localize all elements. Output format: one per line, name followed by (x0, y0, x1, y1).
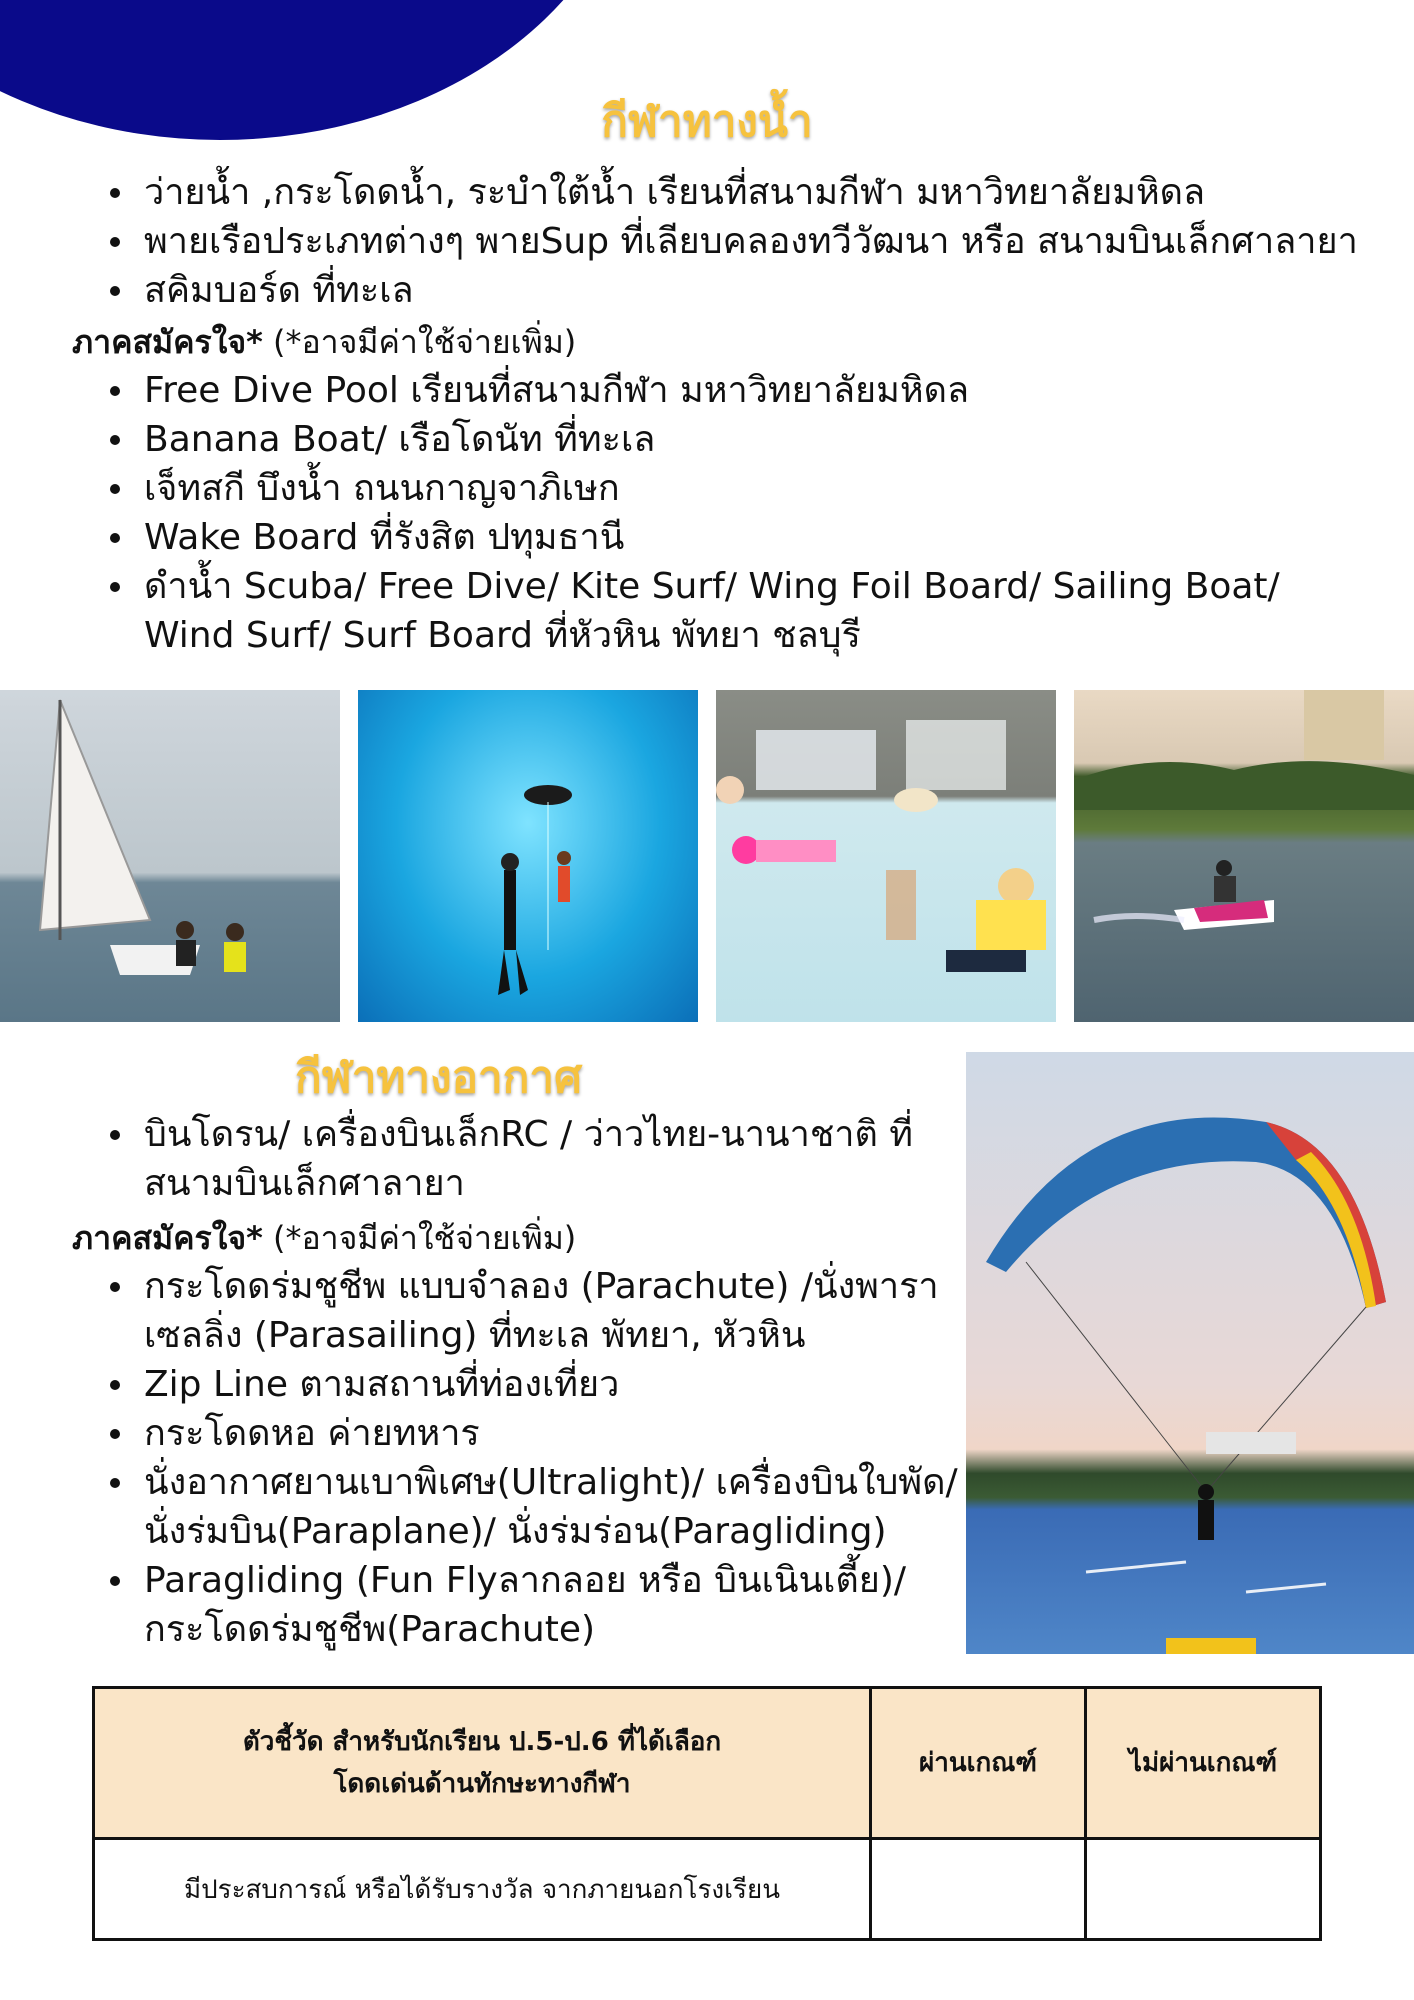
sailing-photo (0, 690, 340, 1022)
freedive-photo (358, 690, 698, 1022)
pass-header-cell: ผ่านเกณฑ์ (871, 1688, 1086, 1839)
air-sports-heading: กีฬาทางอากาศ (295, 1052, 583, 1103)
list-item: พายเรือประเภทต่างๆ พายSup ที่เลียบคลองทวีวัฒนา หรือ สนามบินเล็กศาลายา (72, 217, 1372, 266)
water-voluntary-list (72, 366, 1372, 660)
pass-checkbox-cell[interactable] (871, 1839, 1086, 1940)
list-item: ว่ายน้ำ ,กระโดดน้ำ, ระบำใต้น้ำ เรียนที่สนามกีฬา มหาวิทยาลัยมหิดล (72, 168, 1372, 217)
fail-header-cell: ไม่ผ่านเกณฑ์ (1086, 1688, 1321, 1839)
list-item: กระโดดร่มชูชีพ แบบจำลอง (Parachute) /นั่งพาราเซลลิ่ง (Parasailing) ที่ทะเล พัทยา, หัวหิน (72, 1262, 962, 1360)
list-item: Free Dive Pool เรียนที่สนามกีฬา มหาวิทยาลัยมหิดล (72, 366, 1372, 415)
paraglider-photo (966, 1052, 1414, 1654)
criteria-cell: มีประสบการณ์ หรือได้รับรางวัล จากภายนอกโรงเรียน (94, 1839, 871, 1940)
list-item: Banana Boat/ เรือโดนัท ที่ทะเล (72, 415, 1372, 464)
air-voluntary-list (72, 1262, 962, 1654)
criteria-header-line2: โดดเด่นด้านทักษะทางกีฬา (333, 1769, 631, 1799)
table-row (94, 1839, 1321, 1940)
air-activity-list (72, 1110, 952, 1208)
list-item: ดำน้ำ Scuba/ Free Dive/ Kite Surf/ Wing Foil Board/ Sailing Boat/ Wind Surf/ Surf Board ที่หัวหิน พัทยา ชลบุรี (72, 562, 1372, 660)
water-sports-heading: กีฬาทางน้ำ (601, 96, 813, 147)
table-header-row (94, 1688, 1321, 1839)
voluntary-title: ภาคสมัครใจ* (72, 1219, 263, 1257)
swimming-lesson-photo (716, 690, 1056, 1022)
voluntary-note: (*อาจมีค่าใช้จ่ายเพิ่ม) (262, 323, 577, 361)
jetski-photo (1074, 690, 1414, 1022)
list-item: Zip Line ตามสถานที่ท่องเที่ยว (72, 1360, 962, 1409)
list-item: เจ็ทสกี บึงน้ำ ถนนกาญจาภิเษก (72, 464, 1372, 513)
voluntary-title: ภาคสมัครใจ* (72, 323, 263, 361)
water-activity-list (72, 168, 1372, 315)
water-voluntary-label (72, 320, 576, 364)
voluntary-note: (*อาจมีค่าใช้จ่ายเพิ่ม) (262, 1219, 577, 1257)
list-item: นั่งอากาศยานเบาพิเศษ(Ultralight)/ เครื่องบินใบพัด/ นั่งร่มบิน(Paraplane)/ นั่งร่มร่อน(Paragliding) (72, 1458, 962, 1556)
criteria-header-line1: ตัวชี้วัด สำหรับนักเรียน ป.5-ป.6 ที่ได้เลือก (242, 1727, 722, 1757)
air-voluntary-label (72, 1216, 576, 1260)
list-item: กระโดดหอ ค่ายทหาร (72, 1409, 962, 1458)
fail-checkbox-cell[interactable] (1086, 1839, 1321, 1940)
criteria-header-cell (94, 1688, 871, 1839)
list-item: สคิมบอร์ด ที่ทะเล (72, 266, 1372, 315)
list-item: Paragliding (Fun Flyลากลอย หรือ บินเนินเตี้ย)/ กระโดดร่มชูชีพ(Parachute) (72, 1556, 962, 1654)
criteria-table (92, 1686, 1322, 1941)
list-item: Wake Board ที่รังสิต ปทุมธานี (72, 513, 1372, 562)
list-item: บินโดรน/ เครื่องบินเล็กRC / ว่าวไทย-นานาชาติ ที่สนามบินเล็กศาลายา (72, 1110, 952, 1208)
